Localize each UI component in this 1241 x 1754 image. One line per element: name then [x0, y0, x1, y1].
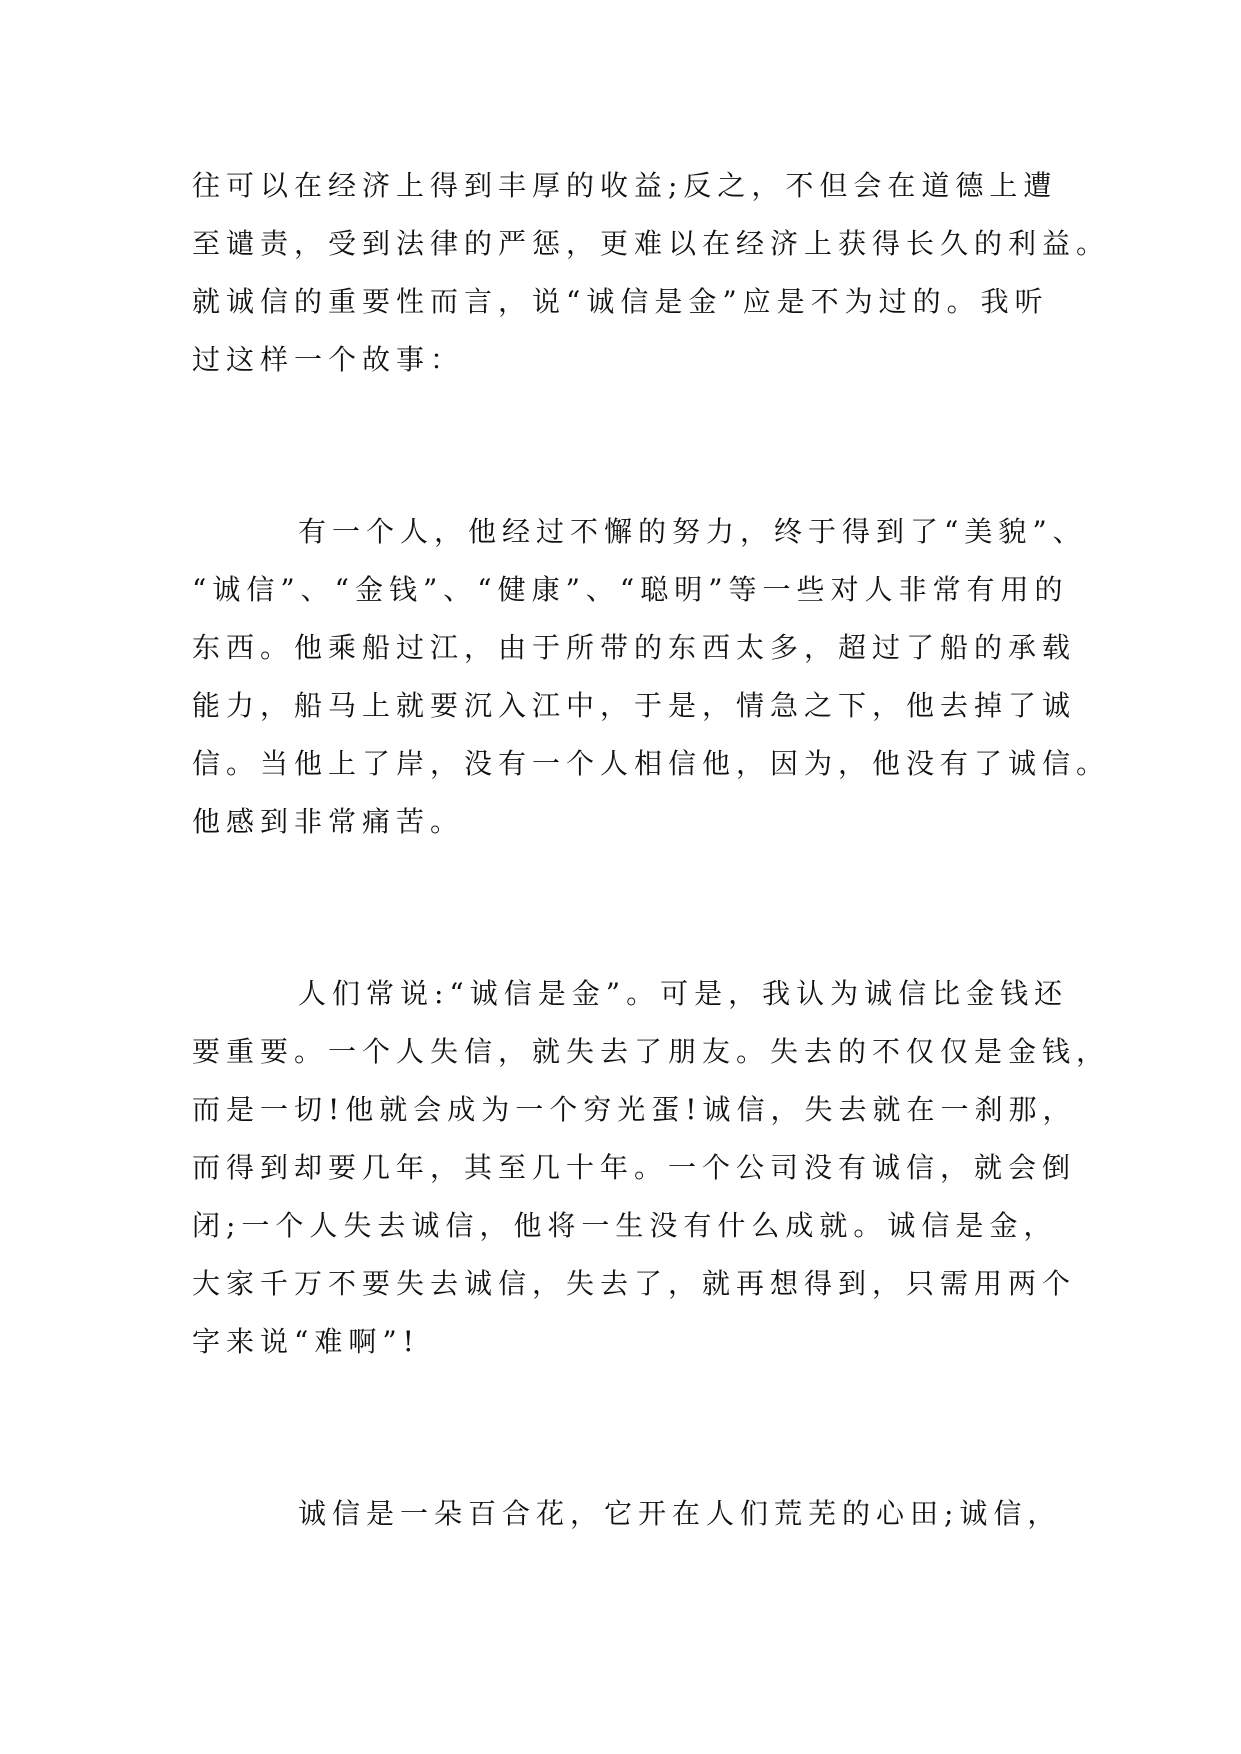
text-line: 人们常说:“诚信是金”。可是，我认为诚信比金钱还 — [298, 977, 1069, 1010]
text-line: “诚信”、“金钱”、“健康”、“聪明”等一些对人非常有用的 — [192, 573, 1069, 606]
text-line: 而得到却要几年，其至几十年。一个公司没有诚信，就会倒 — [192, 1151, 1077, 1184]
text-line: 能力，船马上就要沉入江中，于是，情急之下，他去掉了诚 — [192, 689, 1077, 722]
text-line: 有一个人，他经过不懈的努力，终于得到了“美貌”、 — [298, 515, 1087, 548]
text-line: 诚信是一朵百合花，它开在人们荒芜的心田;诚信， — [298, 1497, 1062, 1530]
text-line: 往可以在经济上得到丰厚的收益;反之，不但会在道德上遭 — [192, 169, 1058, 202]
text-line: 过这样一个故事： — [192, 343, 465, 376]
text-line: 他感到非常痛苦。 — [192, 805, 465, 838]
text-line: 就诚信的重要性而言，说“诚信是金”应是不为过的。我听 — [192, 285, 1049, 318]
text-line: 信。当他上了岸，没有一个人相信他，因为，他没有了诚信。 — [192, 747, 1111, 780]
text-line: 闭;一个人失去诚信，他将一生没有什么成就。诚信是金， — [192, 1209, 1058, 1242]
text-line: 东西。他乘船过江，由于所带的东西太多，超过了船的承载 — [192, 631, 1077, 664]
text-line: 而是一切!他就会成为一个穷光蛋!诚信，失去就在一刹那， — [192, 1093, 1077, 1126]
text-line: 要重要。一个人失信，就失去了朋友。失去的不仅仅是金钱， — [192, 1035, 1111, 1068]
text-line: 至谴责，受到法律的严惩，更难以在经济上获得长久的利益。 — [192, 227, 1111, 260]
text-line: 大家千万不要失去诚信，失去了，就再想得到，只需用两个 — [192, 1267, 1077, 1300]
text-line: 字来说“难啊”! — [192, 1325, 420, 1358]
